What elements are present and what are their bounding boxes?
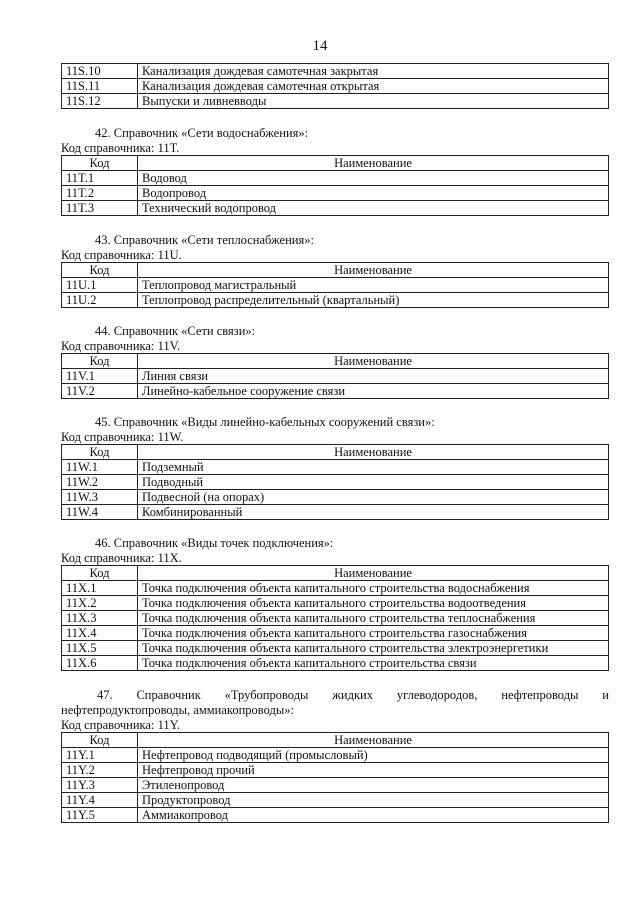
directory-code-label: Код справочника: 11Y. <box>61 718 181 732</box>
code-cell: 11W.3 <box>62 490 138 505</box>
table-row <box>62 596 609 611</box>
directory-code-label: Код справочника: 11V. <box>61 339 181 353</box>
code-cell: 11U.2 <box>62 293 138 308</box>
table-row <box>62 505 609 520</box>
section-45 <box>61 415 609 520</box>
table-row <box>62 171 609 186</box>
name-cell: Нефтепровод подводящий (промысловый) <box>138 748 609 763</box>
table-row <box>62 581 609 596</box>
table-row <box>62 278 609 293</box>
column-header-name: Наименование <box>138 566 609 581</box>
table-row <box>62 369 609 384</box>
column-header-code: Код <box>62 156 138 171</box>
code-cell: 11X.6 <box>62 656 138 671</box>
table-header-row <box>62 566 609 581</box>
name-cell: Канализация дождевая самотечная открытая <box>138 79 609 94</box>
table-header-row <box>62 156 609 171</box>
code-cell: 11Y.1 <box>62 748 138 763</box>
code-cell: 11V.1 <box>62 369 138 384</box>
code-cell: 11Y.3 <box>62 778 138 793</box>
section-46 <box>61 536 609 671</box>
name-cell: Комбинированный <box>138 505 609 520</box>
table-row <box>62 79 609 94</box>
code-cell: 11Y.4 <box>62 793 138 808</box>
table-row <box>62 793 609 808</box>
table-row <box>62 611 609 626</box>
name-cell: Подвесной (на опорах) <box>138 490 609 505</box>
continuation-table-block <box>61 63 609 109</box>
name-cell: Подводный <box>138 475 609 490</box>
reference-table <box>61 444 609 520</box>
section-42 <box>61 126 609 216</box>
column-header-code: Код <box>62 354 138 369</box>
name-cell: Продуктопровод <box>138 793 609 808</box>
table-row <box>62 94 609 109</box>
table-row <box>62 748 609 763</box>
section-heading: 45. Справочник «Виды линейно-кабельных сооружений связи»: <box>95 415 435 429</box>
section-heading: 43. Справочник «Сети теплоснабжения»: <box>95 233 314 247</box>
directory-code-label: Код справочника: 11T. <box>61 141 180 155</box>
table-row <box>62 186 609 201</box>
reference-table <box>61 353 609 399</box>
section-heading: 42. Справочник «Сети водоснабжения»: <box>95 126 309 140</box>
section-heading: 46. Справочник «Виды точек подключения»: <box>95 536 334 550</box>
name-cell: Аммиакопровод <box>138 808 609 823</box>
table-row <box>62 778 609 793</box>
code-cell: 11X.3 <box>62 611 138 626</box>
name-cell: Канализация дождевая самотечная закрытая <box>138 64 609 79</box>
name-cell: Выпуски и ливневводы <box>138 94 609 109</box>
name-cell: Линия связи <box>138 369 609 384</box>
table-header-row <box>62 263 609 278</box>
section-43 <box>61 233 609 308</box>
reference-table <box>61 565 609 671</box>
table-row <box>62 460 609 475</box>
reference-table <box>61 63 609 109</box>
code-cell: 11S.10 <box>62 64 138 79</box>
table-header-row <box>62 733 609 748</box>
code-cell: 11X.4 <box>62 626 138 641</box>
name-cell: Точка подключения объекта капитального строительства теплоснабжения <box>138 611 609 626</box>
code-cell: 11X.5 <box>62 641 138 656</box>
table-row <box>62 808 609 823</box>
name-cell: Точка подключения объекта капитального строительства связи <box>138 656 609 671</box>
page-number: 14 <box>312 38 328 54</box>
table-row <box>62 64 609 79</box>
name-cell: Точка подключения объекта капитального строительства электроэнергетики <box>138 641 609 656</box>
code-cell: 11T.3 <box>62 201 138 216</box>
name-cell: Точка подключения объекта капитального строительства водоотведения <box>138 596 609 611</box>
code-cell: 11W.1 <box>62 460 138 475</box>
code-cell: 11W.4 <box>62 505 138 520</box>
column-header-name: Наименование <box>138 354 609 369</box>
table-header-row <box>62 354 609 369</box>
column-header-code: Код <box>62 445 138 460</box>
code-cell: 11V.2 <box>62 384 138 399</box>
code-cell: 11X.1 <box>62 581 138 596</box>
name-cell: Этиленопровод <box>138 778 609 793</box>
name-cell: Теплопровод магистральный <box>138 278 609 293</box>
code-cell: 11W.2 <box>62 475 138 490</box>
table-row <box>62 763 609 778</box>
code-cell: 11S.11 <box>62 79 138 94</box>
code-cell: 11Y.2 <box>62 763 138 778</box>
table-row <box>62 656 609 671</box>
table-row <box>62 201 609 216</box>
code-cell: 11S.12 <box>62 94 138 109</box>
reference-table <box>61 155 609 216</box>
reference-table <box>61 732 609 823</box>
reference-table <box>61 262 609 308</box>
code-cell: 11T.1 <box>62 171 138 186</box>
code-cell: 11X.2 <box>62 596 138 611</box>
name-cell: Точка подключения объекта капитального строительства газоснабжения <box>138 626 609 641</box>
section-heading: 44. Справочник «Сети связи»: <box>95 324 256 338</box>
name-cell: Подземный <box>138 460 609 475</box>
name-cell: Технический водопровод <box>138 201 609 216</box>
column-header-code: Код <box>62 263 138 278</box>
section-heading-continuation: нефтепродуктопроводы, аммиакопроводы»: <box>61 703 294 717</box>
directory-code-label: Код справочника: 11W. <box>61 430 184 444</box>
name-cell: Точка подключения объекта капитального строительства водоснабжения <box>138 581 609 596</box>
name-cell: Теплопровод распределительный (квартальный) <box>138 293 609 308</box>
directory-code-label: Код справочника: 11X. <box>61 551 182 565</box>
section-44 <box>61 324 609 399</box>
table-row <box>62 626 609 641</box>
name-cell: Водовод <box>138 171 609 186</box>
table-header-row <box>62 445 609 460</box>
column-header-code: Код <box>62 733 138 748</box>
table-row <box>62 490 609 505</box>
column-header-name: Наименование <box>138 263 609 278</box>
name-cell: Нефтепровод прочий <box>138 763 609 778</box>
section-47 <box>61 688 609 823</box>
table-row <box>62 641 609 656</box>
column-header-name: Наименование <box>138 156 609 171</box>
table-row <box>62 384 609 399</box>
code-cell: 11T.2 <box>62 186 138 201</box>
directory-code-label: Код справочника: 11U. <box>61 248 182 262</box>
column-header-code: Код <box>62 566 138 581</box>
name-cell: Водопровод <box>138 186 609 201</box>
table-row <box>62 293 609 308</box>
column-header-name: Наименование <box>138 445 609 460</box>
column-header-name: Наименование <box>138 733 609 748</box>
name-cell: Линейно-кабельное сооружение связи <box>138 384 609 399</box>
code-cell: 11Y.5 <box>62 808 138 823</box>
code-cell: 11U.1 <box>62 278 138 293</box>
table-row <box>62 475 609 490</box>
section-heading: 47. Справочник «Трубопроводы жидких углеводородов, нефтепроводы и <box>97 688 609 702</box>
